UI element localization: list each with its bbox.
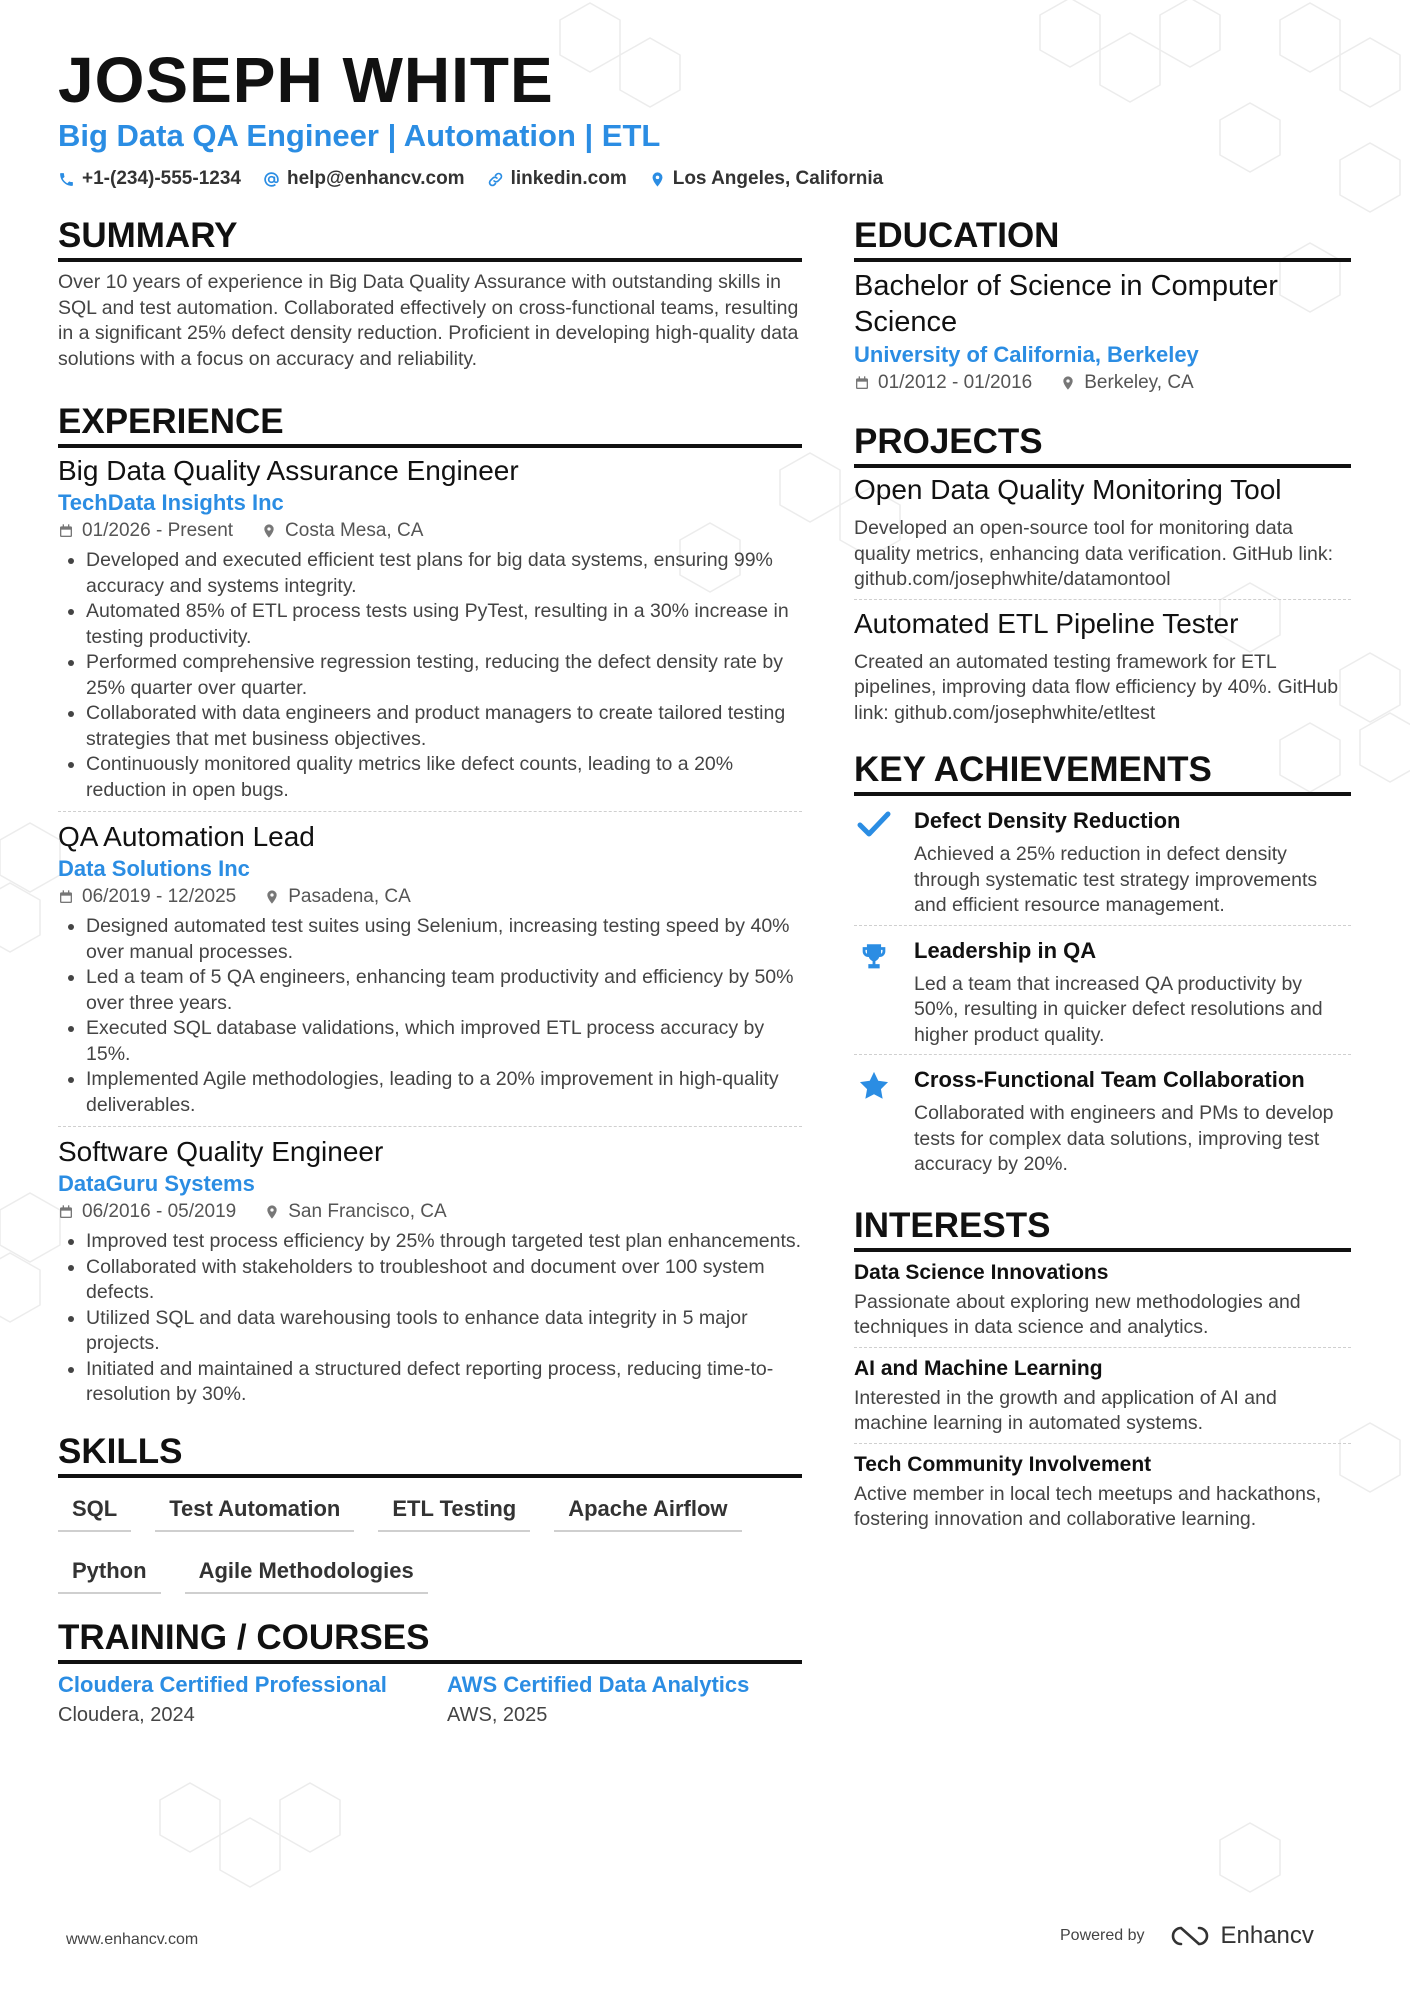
job-bullet: • Developed and executed efficient test plans for big data systems, ensuring 99% accuracy and systems integrity. [86, 548, 802, 599]
star-icon [857, 1069, 891, 1103]
brand-name: Enhancv [1220, 1922, 1314, 1949]
job-bullets [58, 1229, 802, 1408]
calendar-icon [58, 1204, 74, 1220]
right-column [854, 216, 1351, 1533]
experience-heading: EXPERIENCE [58, 402, 802, 448]
contact-bar [58, 168, 883, 190]
enhancv-logo[interactable] [1167, 1922, 1314, 1950]
job-meta [58, 1199, 802, 1225]
interest-description: Passionate about exploring new methodologies and techniques in data science and analytics. [854, 1290, 1301, 1338]
skill-tag: Agile Methodologies [185, 1552, 428, 1594]
job-bullet: • Initiated and maintained a structured defect reporting process, reducing time-to-resolution by 30%. [86, 1357, 802, 1408]
footer-branding [1060, 1922, 1314, 1950]
course-entry [58, 1670, 403, 1730]
location-text: Los Angeles, California [672, 168, 884, 189]
course-title[interactable]: AWS Certified Data Analytics [447, 1671, 750, 1697]
linkedin-text: linkedin.com [510, 168, 627, 189]
interests-heading: INTERESTS [854, 1206, 1351, 1252]
candidate-headline: Big Data QA Engineer | Automation | ETL [58, 118, 661, 153]
job-bullet: • Performed comprehensive regression testing, reducing the defect density rate by 25% quarter over quarter. [86, 650, 802, 701]
divider [854, 925, 1351, 926]
achievement-entry [854, 1065, 1351, 1178]
job-title: QA Automation Lead [58, 821, 315, 852]
job-bullet: • Implemented Agile methodologies, leading to a 20% improvement in high-quality deliverables. [86, 1067, 802, 1118]
link-icon [487, 171, 504, 188]
skill-tag: Test Automation [155, 1490, 354, 1532]
achievement-description: Collaborated with engineers and PMs to develop tests for complex data solutions, improving test accuracy by 20%. [914, 1102, 1334, 1175]
project-description: Developed an open-source tool for monitoring data quality metrics, enhancing data verification. GitHub link: github.com/josephwhite/datamontool [854, 517, 1334, 590]
achievements-heading: KEY ACHIEVEMENTS [854, 750, 1351, 796]
education-degree: Bachelor of Science in Computer Science [854, 270, 1278, 338]
job-bullet: • Utilized SQL and data warehousing tools to enhance data integrity in 5 major projects. [86, 1306, 802, 1357]
divider [854, 599, 1351, 600]
interest-entry [854, 1354, 1351, 1444]
achievement-description: Led a team that increased QA productivity by 50%, resulting in quicker defect resolutions and higher product quality. [914, 972, 1323, 1046]
achievement-entry [854, 936, 1351, 1049]
job-bullet: • Improved test process efficiency by 25% through targeted test plan enhancements. [86, 1229, 802, 1255]
projects-heading: PROJECTS [854, 422, 1351, 468]
skills-heading: SKILLS [58, 1432, 802, 1478]
job-company[interactable]: Data Solutions Inc [58, 856, 250, 881]
job-meta [58, 518, 802, 544]
interest-entry [854, 1450, 1351, 1533]
contact-linkedin[interactable] [487, 168, 627, 190]
calendar-icon [58, 523, 74, 539]
project-entry [854, 606, 1351, 727]
footer-website-link[interactable]: www.enhancv.com [66, 1931, 199, 1948]
interest-title: Tech Community Involvement [854, 1452, 1152, 1476]
location-pin-icon [261, 523, 277, 539]
education-dates: 01/2012 - 01/2016 [878, 372, 1033, 393]
calendar-icon [854, 375, 870, 391]
job-bullet: • Led a team of 5 QA engineers, enhancing team productivity and efficiency by 50% over three years. [86, 965, 802, 1016]
calendar-icon [58, 889, 74, 905]
location-pin-icon [1060, 375, 1076, 391]
job-dates: 06/2016 - 05/2019 [82, 1201, 237, 1222]
enhancv-logo-icon [1167, 1924, 1213, 1948]
education-heading: EDUCATION [854, 216, 1351, 262]
summary-text: Over 10 years of experience in Big Data Quality Assurance with outstanding skills in SQL and test automation. Collaborated effectively on cross-functional teams, resulting in a significant 25% defect density reduction. Proficient in developing high-quality data solutions with a focus on accuracy and reliability. [58, 271, 799, 370]
job-bullet: • Collaborated with stakeholders to troubleshoot and document over 100 system defects. [86, 1255, 802, 1306]
project-title: Open Data Quality Monitoring Tool [854, 474, 1282, 505]
location-pin-icon [264, 889, 280, 905]
contact-phone[interactable] [58, 168, 241, 190]
skill-tag: Apache Airflow [554, 1490, 741, 1532]
job-bullets [58, 548, 802, 803]
interest-title: AI and Machine Learning [854, 1356, 1103, 1380]
job-entry [58, 1135, 802, 1408]
contact-location [649, 168, 883, 190]
location-pin-icon [264, 1204, 280, 1220]
location-pin-icon [649, 171, 666, 188]
job-location: Costa Mesa, CA [285, 520, 424, 541]
skills-list [58, 1490, 802, 1594]
divider [854, 1443, 1351, 1444]
email-text: help@enhancv.com [286, 168, 465, 189]
divider [58, 811, 802, 812]
phone-icon [58, 171, 75, 188]
at-sign-icon [263, 171, 280, 188]
checkmark-icon [857, 810, 891, 838]
achievement-description: Achieved a 25% reduction in defect density through systematic test strategy improvements and efficient resource management. [914, 843, 1318, 916]
job-meta [58, 884, 802, 910]
job-company[interactable]: TechData Insights Inc [58, 490, 284, 515]
job-location: San Francisco, CA [288, 1201, 447, 1222]
training-list [58, 1670, 802, 1730]
left-column [58, 216, 802, 1730]
candidate-name: JOSEPH WHITE [58, 44, 554, 116]
divider [854, 1347, 1351, 1348]
divider [58, 1126, 802, 1127]
powered-by-label: Powered by [1060, 1927, 1145, 1944]
course-detail: AWS, 2025 [447, 1703, 548, 1726]
job-company[interactable]: DataGuru Systems [58, 1171, 255, 1196]
trophy-icon [857, 940, 891, 974]
course-entry [447, 1670, 792, 1730]
interest-entry [854, 1258, 1351, 1348]
phone-text: +1-(234)-555-1234 [82, 168, 241, 189]
skill-tag: ETL Testing [378, 1490, 530, 1532]
interest-description: Active member in local tech meetups and hackathons, fostering innovation and collaborative learning. [854, 1482, 1322, 1530]
education-location: Berkeley, CA [1084, 372, 1194, 393]
summary-heading: SUMMARY [58, 216, 802, 262]
job-entry [58, 820, 802, 1127]
job-bullet: • Collaborated with data engineers and product managers to create tailored testing strategies that met business objectives. [86, 701, 802, 752]
job-bullet: • Executed SQL database validations, which improved ETL process accuracy by 15%. [86, 1016, 802, 1067]
training-heading: TRAINING / COURSES [58, 1618, 802, 1664]
job-entry [58, 454, 802, 812]
job-dates: 06/2019 - 12/2025 [82, 886, 237, 907]
job-dates: 01/2026 - Present [82, 520, 234, 541]
project-description: Created an automated testing framework for ETL pipelines, improving data flow efficiency by 40%. GitHub link: github.com/josephwhite/etltest [854, 650, 1339, 724]
job-bullet: • Continuously monitored quality metrics like defect counts, leading to a 20% reduction in open bugs. [86, 752, 802, 803]
education-meta [854, 370, 1351, 396]
divider [854, 1054, 1351, 1055]
achievement-title: Leadership in QA [914, 937, 1097, 963]
achievement-title: Defect Density Reduction [914, 808, 1181, 833]
job-bullet: • Designed automated test suites using Selenium, increasing testing speed by 40% over manual processes. [86, 914, 802, 965]
contact-email[interactable] [263, 168, 465, 190]
interest-description: Interested in the growth and application of AI and machine learning in automated systems. [854, 1386, 1277, 1434]
skill-tag: SQL [58, 1490, 131, 1532]
job-title: Software Quality Engineer [58, 1136, 384, 1167]
job-location: Pasadena, CA [288, 886, 411, 907]
interest-title: Data Science Innovations [854, 1260, 1109, 1284]
achievement-entry [854, 806, 1351, 919]
job-bullets [58, 914, 802, 1118]
project-entry [854, 472, 1351, 600]
education-school[interactable]: University of California, Berkeley [854, 342, 1199, 367]
job-title: Big Data Quality Assurance Engineer [58, 455, 519, 486]
project-title: Automated ETL Pipeline Tester [854, 607, 1239, 639]
job-bullet: • Automated 85% of ETL process tests using PyTest, resulting in a 30% increase in testing productivity. [86, 599, 802, 650]
skill-tag: Python [58, 1552, 161, 1594]
course-title[interactable]: Cloudera Certified Professional [58, 1671, 387, 1697]
achievement-title: Cross-Functional Team Collaboration [914, 1067, 1305, 1092]
course-detail: Cloudera, 2024 [58, 1703, 195, 1726]
